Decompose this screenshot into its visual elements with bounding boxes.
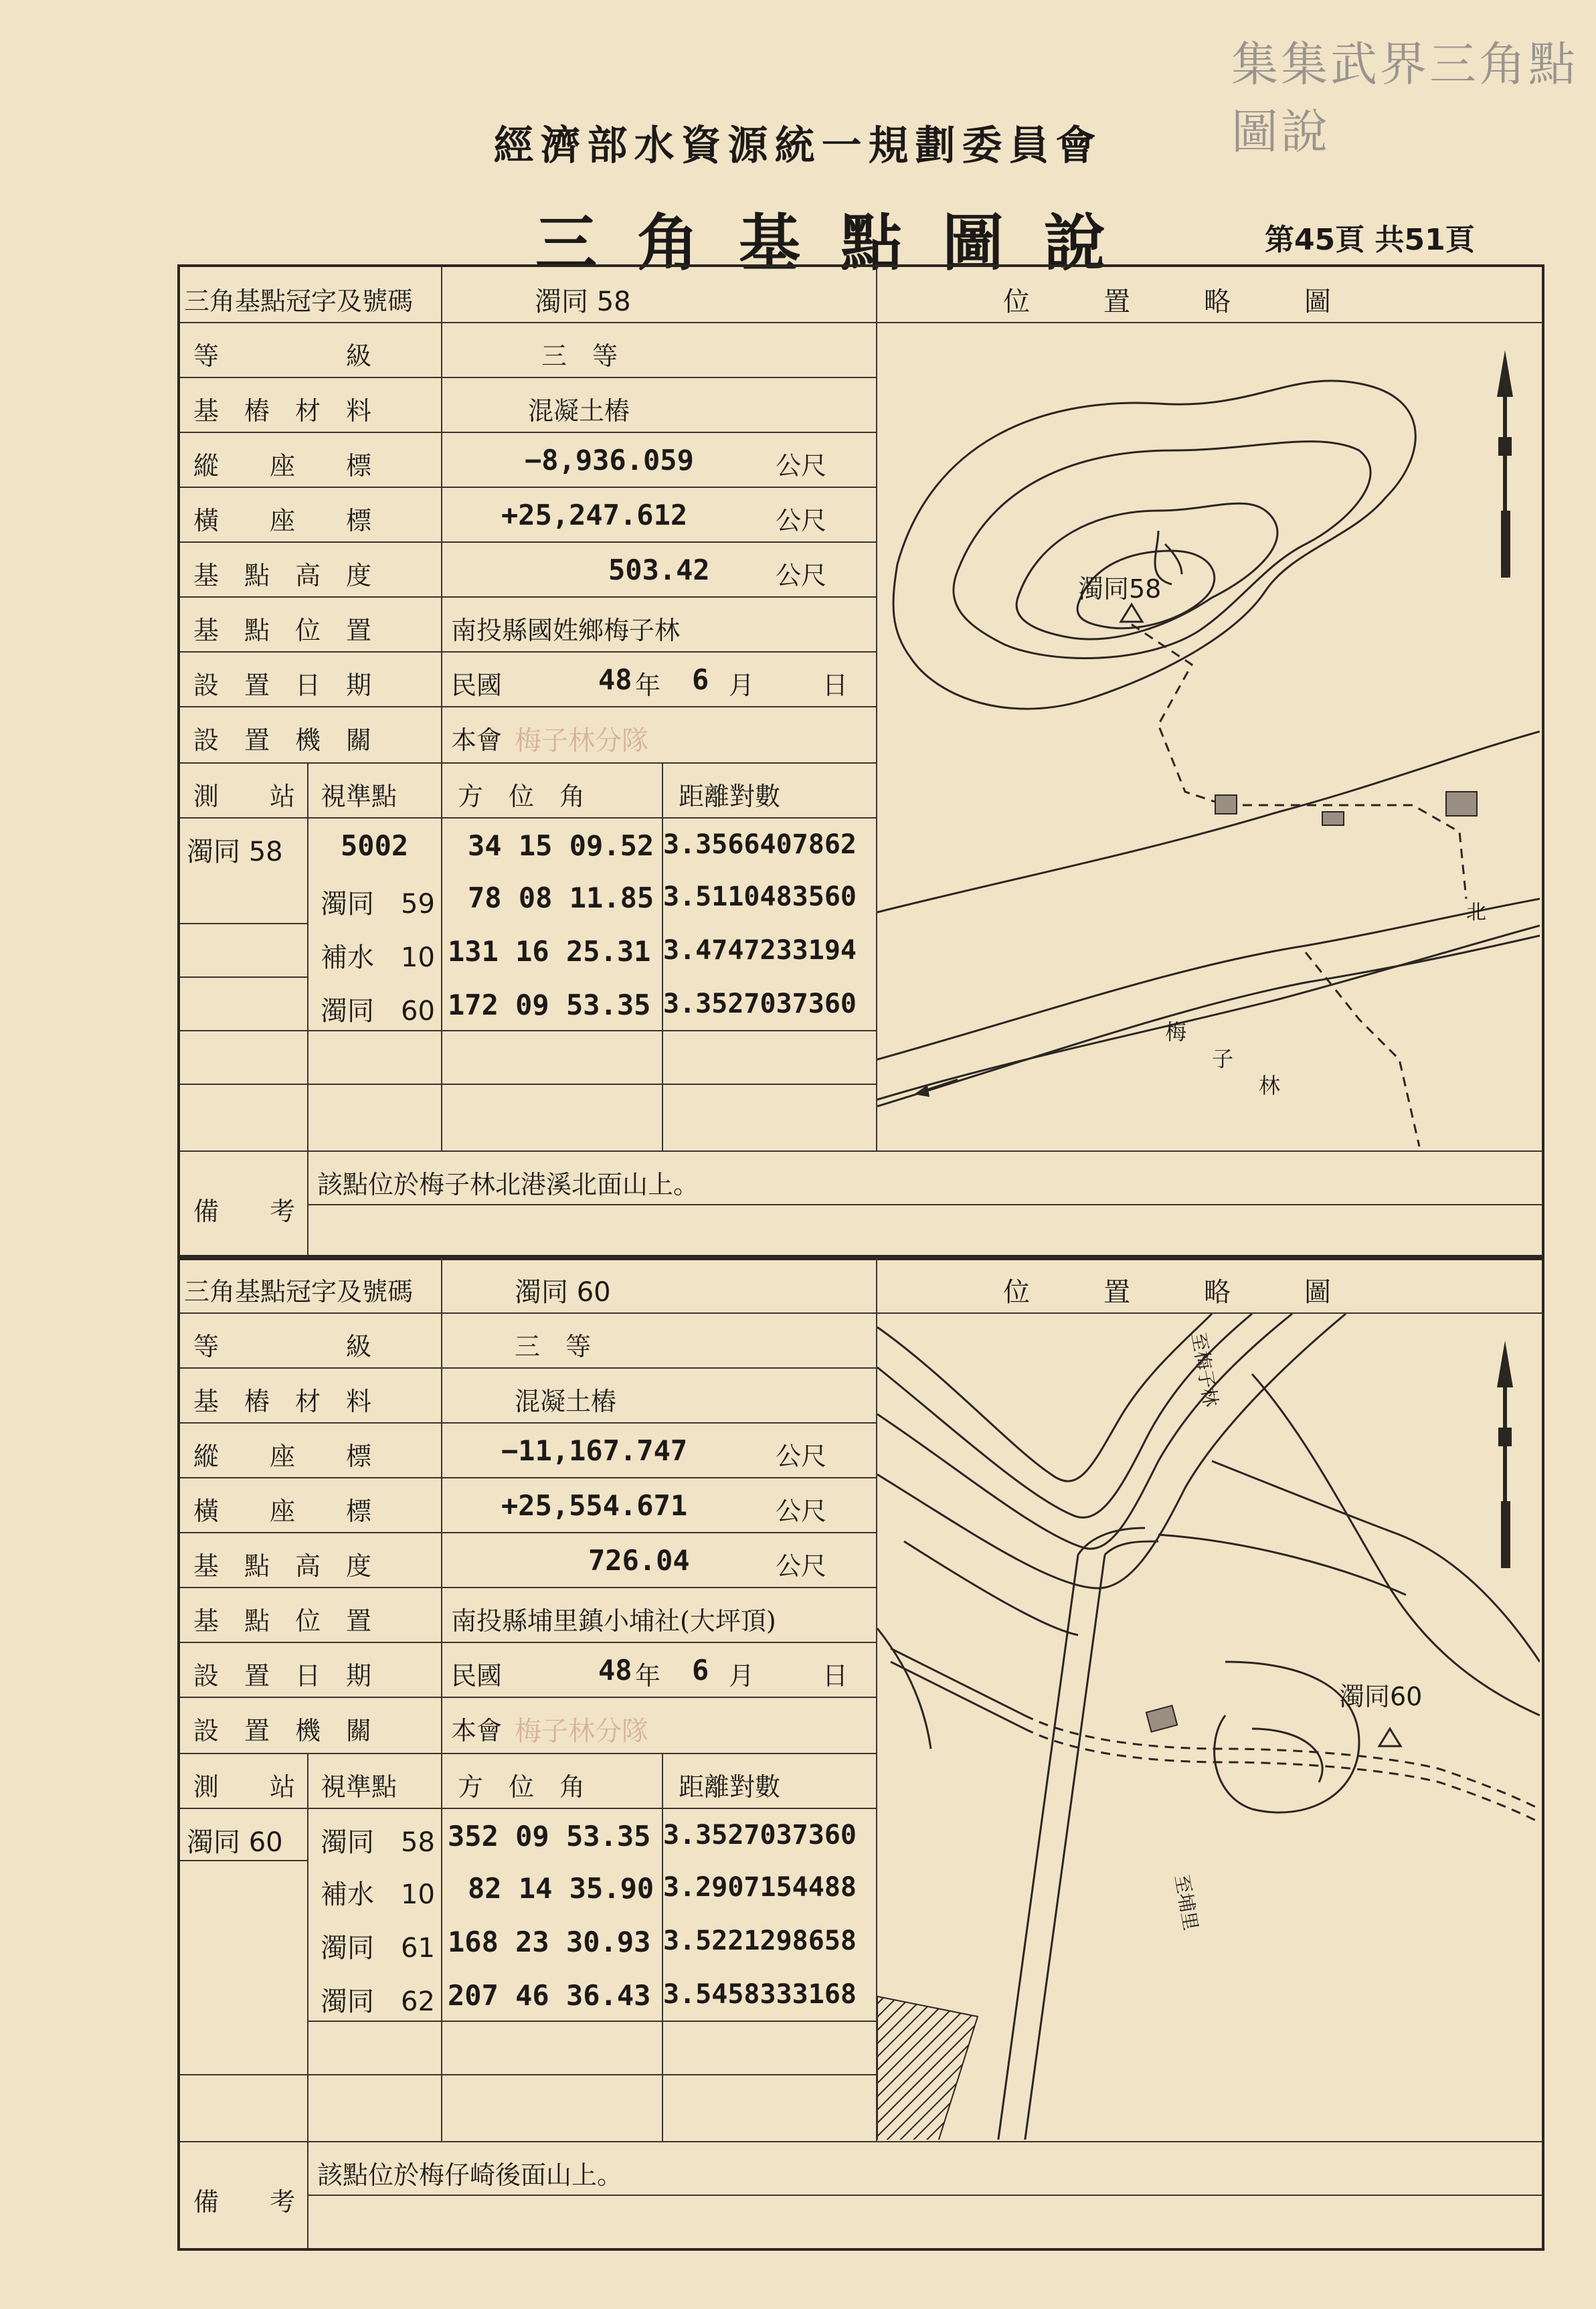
- obs-target: 補水 10: [321, 942, 435, 973]
- point-remarks: 該點位於梅子林北港溪北面山上。: [317, 1170, 699, 1199]
- location-sketch-map-2: [877, 1314, 1540, 2140]
- label-station: 測 站: [193, 1772, 296, 1802]
- station-name: 濁同 60: [187, 1827, 283, 1858]
- date-day-unit: 日: [822, 1661, 849, 1691]
- label-remarks: 備 考: [193, 1197, 296, 1226]
- building-icon: [1446, 792, 1477, 816]
- label-y-coord: 縱 座 標: [193, 451, 372, 481]
- obs-log: 3.5110483560: [663, 881, 857, 912]
- agency-stamp: 梅子林分隊: [515, 725, 648, 756]
- north-arrow-icon: [1497, 1341, 1513, 1568]
- obs-log: 3.3566407862: [663, 829, 857, 860]
- label-log-dist: 距離對數: [679, 782, 781, 811]
- building-icon: [1146, 1705, 1177, 1731]
- obs-target: 濁同 60: [321, 996, 435, 1027]
- obs-target: 5002: [341, 829, 409, 862]
- label-elevation: 基 點 高 度: [193, 561, 372, 590]
- date-month-unit: 月: [729, 671, 755, 700]
- point-grade: 三 等: [515, 1332, 592, 1361]
- station-name: 濁同 58: [187, 837, 283, 867]
- obs-log: 3.3527037360: [663, 1820, 857, 1851]
- point-grade: 三 等: [541, 341, 618, 371]
- building-icon: [1322, 812, 1344, 825]
- date-year-unit: 年: [635, 671, 661, 700]
- point-material: 混凝土樁: [515, 1387, 617, 1416]
- map-title: 位置略圖: [1003, 286, 1405, 317]
- label-date: 設 置 日 期: [193, 1661, 372, 1691]
- obs-azimuth: 168 23 30.93: [448, 1926, 651, 1958]
- obs-azimuth: 207 46 36.43: [448, 1979, 651, 2012]
- label-target: 視準點: [321, 1772, 397, 1802]
- point-material: 混凝土樁: [528, 396, 630, 426]
- unit-m: 公尺: [776, 561, 827, 590]
- map-village-label: 林: [1259, 1073, 1281, 1098]
- map-road-label: 至埔里: [1170, 1873, 1203, 1932]
- building-icon: [1215, 795, 1237, 814]
- label-name-code: 三角基點冠字及號碼: [184, 286, 414, 316]
- page-info: 第45頁 共51頁: [1265, 223, 1475, 257]
- point-x: +25,554.671: [501, 1489, 688, 1522]
- obs-log: 3.5458333168: [663, 1979, 857, 2010]
- agency-stamp: 梅子林分隊: [515, 1716, 648, 1747]
- obs-log: 3.5221298658: [663, 1926, 857, 1956]
- obs-log: 3.3527037360: [663, 989, 857, 1019]
- obs-log: 3.4747233194: [663, 935, 857, 966]
- label-grade: 等 級: [193, 1332, 372, 1361]
- point-sheet-1: [177, 264, 1544, 1260]
- label-location: 基 點 位 置: [193, 1606, 372, 1636]
- label-material: 基 樁 材 料: [193, 396, 372, 426]
- unit-m: 公尺: [776, 506, 827, 535]
- point-y: −8,936.059: [525, 444, 694, 477]
- date-year: 48: [598, 663, 632, 696]
- label-target: 視準點: [321, 782, 397, 811]
- label-material: 基 樁 材 料: [193, 1387, 372, 1416]
- point-h: 503.42: [608, 553, 710, 586]
- date-year-unit: 年: [635, 1661, 661, 1691]
- obs-log: 3.2907154488: [663, 1872, 857, 1903]
- obs-target: 濁同 62: [321, 1986, 435, 2017]
- point-sheet-2: [177, 1255, 1544, 2251]
- unit-m: 公尺: [776, 1442, 827, 1471]
- label-station: 測 站: [193, 782, 296, 811]
- obs-target: 補水 10: [321, 1879, 435, 1910]
- label-grade: 等 級: [193, 341, 372, 371]
- label-location: 基 點 位 置: [193, 616, 372, 645]
- point-name: 濁同 58: [535, 286, 631, 317]
- point-y: −11,167.747: [501, 1434, 688, 1467]
- obs-azimuth: 78 08 11.85: [468, 881, 654, 914]
- label-log-dist: 距離對數: [679, 1772, 781, 1802]
- map-village-label: 子: [1212, 1046, 1234, 1072]
- date-prefix: 民國: [451, 671, 503, 700]
- label-name-code: 三角基點冠字及號碼: [184, 1277, 414, 1306]
- triangulation-point-icon: [1379, 1729, 1401, 1746]
- map-road-label: 至梅子林: [1187, 1331, 1223, 1409]
- obs-azimuth: 131 16 25.31: [448, 935, 651, 968]
- date-month: 6: [692, 1654, 709, 1687]
- point-remarks: 該點位於梅仔崎後面山上。: [317, 2160, 623, 2190]
- unit-m: 公尺: [776, 1551, 827, 1581]
- date-month-unit: 月: [729, 1661, 755, 1691]
- unit-m: 公尺: [776, 1496, 827, 1526]
- date-prefix: 民國: [451, 1661, 503, 1691]
- label-x-coord: 橫 座 標: [193, 506, 372, 535]
- map-point-label: 濁同58: [1078, 574, 1162, 604]
- point-name: 濁同 60: [515, 1277, 611, 1308]
- document-title: 三角基點圖說: [535, 207, 1146, 279]
- point-agency: 本會: [451, 725, 503, 755]
- obs-azimuth: 82 14 35.90: [468, 1872, 654, 1905]
- point-location: 南投縣國姓鄉梅子林: [451, 616, 681, 645]
- label-azimuth: 方 位 角: [458, 1772, 586, 1802]
- label-x-coord: 橫 座 標: [193, 1496, 372, 1526]
- date-day-unit: 日: [822, 671, 849, 700]
- point-x: +25,247.612: [501, 499, 688, 531]
- map-village-label: 梅: [1165, 1019, 1187, 1045]
- point-h: 726.04: [588, 1544, 690, 1577]
- point-location: 南投縣埔里鎮小埔社(大坪頂): [451, 1606, 776, 1636]
- obs-azimuth: 352 09 53.35: [448, 1820, 651, 1853]
- handwritten-note: 集集武界三角點圖說: [1231, 37, 1578, 159]
- unit-m: 公尺: [776, 451, 827, 481]
- triangulation-point-icon: [1121, 604, 1142, 622]
- obs-target: 濁同 61: [321, 1933, 435, 1964]
- obs-azimuth: 172 09 53.35: [448, 989, 651, 1021]
- obs-target: 濁同 59: [321, 889, 435, 920]
- organization-title: 經濟部水資源統一規劃委員會: [493, 122, 1103, 169]
- obs-azimuth: 34 15 09.52: [468, 829, 654, 862]
- date-month: 6: [692, 663, 709, 696]
- label-remarks: 備 考: [193, 2187, 296, 2217]
- label-agency: 設 置 機 關: [193, 1716, 372, 1745]
- point-agency: 本會: [451, 1716, 503, 1745]
- label-azimuth: 方 位 角: [458, 782, 586, 811]
- date-year: 48: [598, 1654, 632, 1687]
- label-elevation: 基 點 高 度: [193, 1551, 372, 1581]
- location-sketch-map-1: [877, 323, 1540, 1149]
- label-agency: 設 置 機 關: [193, 725, 372, 755]
- north-arrow-icon: [1497, 350, 1513, 578]
- obs-target: 濁同 58: [321, 1827, 435, 1858]
- map-title: 位置略圖: [1003, 1277, 1405, 1308]
- label-y-coord: 縱 座 標: [193, 1442, 372, 1471]
- map-river-label: 北: [1466, 901, 1486, 924]
- map-point-label: 濁同60: [1339, 1682, 1423, 1711]
- label-date: 設 置 日 期: [193, 671, 372, 700]
